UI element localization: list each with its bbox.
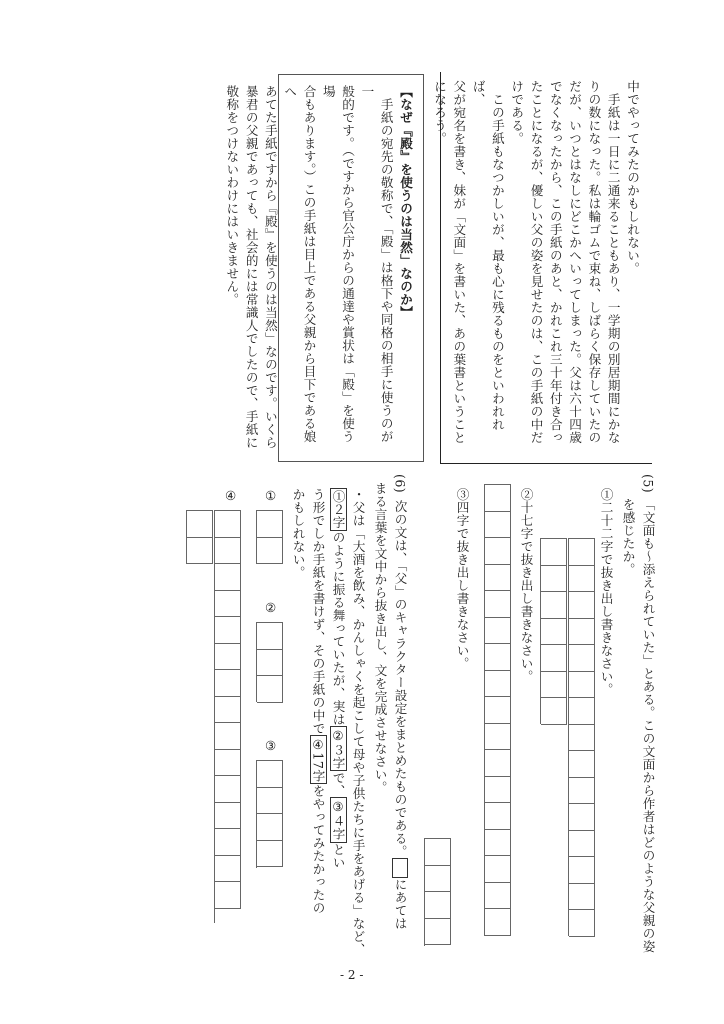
passage-line: だが、いつとはなしにどこかへいってしまった。父は六十四歳 bbox=[567, 80, 583, 444]
passage-line: この手紙もなつかしいが、最も心に残るものをといわれれば、 bbox=[470, 80, 505, 431]
q5-number: (5) bbox=[640, 474, 656, 494]
q6-blank-box bbox=[392, 858, 408, 878]
q6-line1a: 次の文は、「父」のキャラクター設定をまとめたものである。 bbox=[392, 500, 408, 858]
q6-box2: ②３字 bbox=[330, 728, 346, 770]
q6-prompt-line5 bbox=[308, 488, 328, 914]
q6-line4b: で、 bbox=[330, 771, 346, 798]
passage-line: りの数になった。私は輪ゴムで束ね、しばらく保存していたの bbox=[586, 80, 602, 444]
passage-line: 父が宛名を書き、妹が「文面」を書いた、あの葉書ということ bbox=[451, 80, 467, 444]
page-number: - 2 - bbox=[340, 968, 364, 982]
q6-answer-label-1: ① bbox=[265, 488, 277, 503]
passage-line: でなくなったから、この手紙のあと、かれこれ三十年付き合っ bbox=[547, 80, 563, 444]
q5-answer-grid-1b[interactable] bbox=[568, 538, 595, 936]
q6-line4a: のように振る舞っていたが、実は bbox=[330, 531, 346, 726]
q6-answer-label-2: ② bbox=[265, 600, 277, 615]
q6-answer-grid-1[interactable] bbox=[256, 510, 283, 564]
passage-text bbox=[430, 80, 642, 452]
passage-line: たことになるが、優しい父の姿を見せたのは、この手紙の中だ bbox=[528, 80, 544, 444]
q6-answer-grid-4a[interactable] bbox=[186, 510, 213, 564]
passage-line: 手紙は一日に二通来ることもあり、一学期の別居期間にかな bbox=[605, 80, 621, 444]
q5-sub2: ②十七字で抜き出し書きなさい。 bbox=[518, 488, 534, 683]
q6-answer-label-4: ④ bbox=[225, 488, 237, 503]
q6-prompt-line1 bbox=[390, 500, 410, 930]
q6-line4c: とい bbox=[330, 842, 346, 869]
note-line: あてた手紙ですから『殿』を使うのは当然」なのです。いくら bbox=[262, 85, 278, 449]
note-line: 暴君の父親であっても、社会的には常識人でしたので、手紙に bbox=[243, 85, 259, 449]
passage-line: 中でやってみたのかもしれない。 bbox=[625, 80, 640, 275]
q5-sub1: ①二十二字で抜き出し書きなさい。 bbox=[598, 488, 614, 696]
note-line: 合もあります。）この手紙は目上である父親から目下である娘へ bbox=[282, 85, 317, 443]
q6-box4: ④17字 bbox=[310, 737, 326, 783]
q6-line5b: をやってみたかったの bbox=[310, 784, 326, 915]
note-text bbox=[222, 85, 415, 453]
note-box bbox=[224, 74, 424, 462]
q5-prompt-line2: を感じたか。 bbox=[620, 498, 636, 576]
q5-answer-grid-2[interactable] bbox=[484, 484, 511, 936]
passage-line: けである。 bbox=[509, 80, 525, 145]
q6-answer-grid-3[interactable] bbox=[256, 760, 283, 868]
q6-prompt-line2: まる言葉を文中から抜き出し、文を完成させなさい。 bbox=[372, 482, 388, 794]
q5-answer-grid-1[interactable] bbox=[540, 538, 567, 724]
passage-line: になろう。 bbox=[432, 80, 448, 145]
q6-line5a: う形でしか手紙を書けず、その手紙の中で bbox=[310, 488, 326, 735]
q5-answer-grid-3[interactable] bbox=[424, 838, 451, 946]
q6-box3: ③４字 bbox=[330, 799, 346, 841]
q6-prompt-line6: かもしれない。 bbox=[290, 488, 306, 579]
passage-frame bbox=[432, 72, 652, 464]
note-line: 手紙の宛先の敬称で、「殿」は格下や同格の相手に使うのが一 bbox=[359, 85, 394, 443]
note-title: 【なぜ『殿』を使うのは当然」なのか】 bbox=[398, 85, 413, 319]
q6-box1: ①２字 bbox=[330, 490, 346, 529]
q6-prompt-line3: ・父は「大酒を飲み、かんしゃくを起こして母や子供たちに手をあげる」など、 bbox=[350, 488, 366, 956]
q6-answer-grid-4b[interactable] bbox=[214, 510, 241, 923]
q5-sub3: ③四字で抜き出し書きなさい。 bbox=[454, 488, 470, 670]
q6-number: (6) bbox=[392, 474, 408, 494]
q6-line1b: にあては bbox=[392, 877, 408, 930]
q5-prompt-line1: 「文面も～添えられていた」とある。この文面から作者はどのような父親の姿 bbox=[640, 498, 656, 953]
note-line: 般的です。（ですから官公庁からの通達や賞状は「殿」を使う場 bbox=[320, 85, 356, 443]
q6-prompt-line4 bbox=[328, 488, 348, 869]
note-line: 敬称をつけないわけにはいきません。 bbox=[224, 85, 240, 306]
q6-answer-grid-2[interactable] bbox=[256, 622, 283, 702]
q6-answer-label-3: ③ bbox=[265, 738, 277, 753]
